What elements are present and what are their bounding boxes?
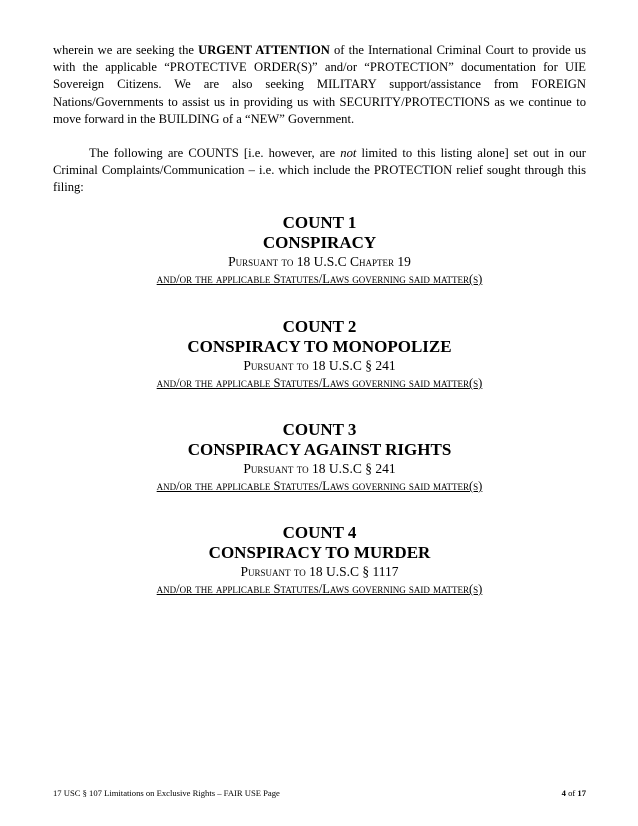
count-pursuant: Pursuant to 18 U.S.C Chapter 19 [228, 254, 411, 269]
count-statutes: and/or the applicable Statutes/Laws governing said matter(s) [156, 272, 483, 286]
count-pursuant: Pursuant to 18 U.S.C § 241 [243, 461, 396, 476]
page-footer [53, 788, 586, 799]
page-current: 4 [561, 788, 566, 798]
intro-p2-after: limited to this listing alone] set out in our Criminal Complaints/Communication – i.e. which include the PROTECTION relief sought through this filing: [53, 146, 586, 195]
intro-p1-before: wherein we are seeking the [53, 43, 199, 57]
count-pursuant: Pursuant to 18 U.S.C § 1117 [240, 564, 399, 579]
count-block-4 [53, 523, 586, 598]
count-number: COUNT 3 [282, 420, 357, 439]
intro-paragraph-1 [53, 42, 586, 128]
footer-fair-use-text: 17 USC § 107 Limitations on Exclusive Rights – FAIR USE Page [53, 788, 280, 798]
count-title: CONSPIRACY TO MONOPOLIZE [187, 337, 452, 356]
not-emphasis-text: not [340, 146, 357, 160]
intro-paragraph-2 [53, 145, 586, 197]
count-number: COUNT 1 [282, 213, 357, 232]
count-number: COUNT 4 [282, 523, 357, 542]
page-of: of [565, 788, 578, 798]
count-statutes: and/or the applicable Statutes/Laws governing said matter(s) [156, 582, 483, 596]
count-statutes: and/or the applicable Statutes/Laws governing said matter(s) [156, 376, 483, 390]
page-number [562, 788, 586, 799]
count-title: CONSPIRACY [262, 233, 377, 252]
count-block-3 [53, 420, 586, 495]
count-block-1 [53, 213, 586, 288]
count-title: CONSPIRACY AGAINST RIGHTS [187, 440, 452, 459]
intro-p2-before: The following are COUNTS [i.e. however, are [89, 146, 341, 160]
count-statutes: and/or the applicable Statutes/Laws governing said matter(s) [156, 479, 483, 493]
urgent-attention-text: URGENT ATTENTION [198, 43, 330, 57]
page-total: 17 [577, 788, 586, 798]
count-title: CONSPIRACY TO MURDER [208, 543, 431, 562]
count-pursuant: Pursuant to 18 U.S.C § 241 [243, 358, 396, 373]
count-block-2 [53, 317, 586, 392]
intro-p1-after: of the International Criminal Court to provide us with the applicable “PROTECTIVE ORDER(S)” and/or “PROTECTION” documentation for UIE Sovereign Citizens. We are also seeking MILITARY support/assistance from FOREIGN Nations/Governments to assist us in providing us with SECURITY/PROTECTIONS as we continue to move forward in the BUILDING of a “NEW” Government. [53, 43, 586, 126]
count-number: COUNT 2 [282, 317, 357, 336]
